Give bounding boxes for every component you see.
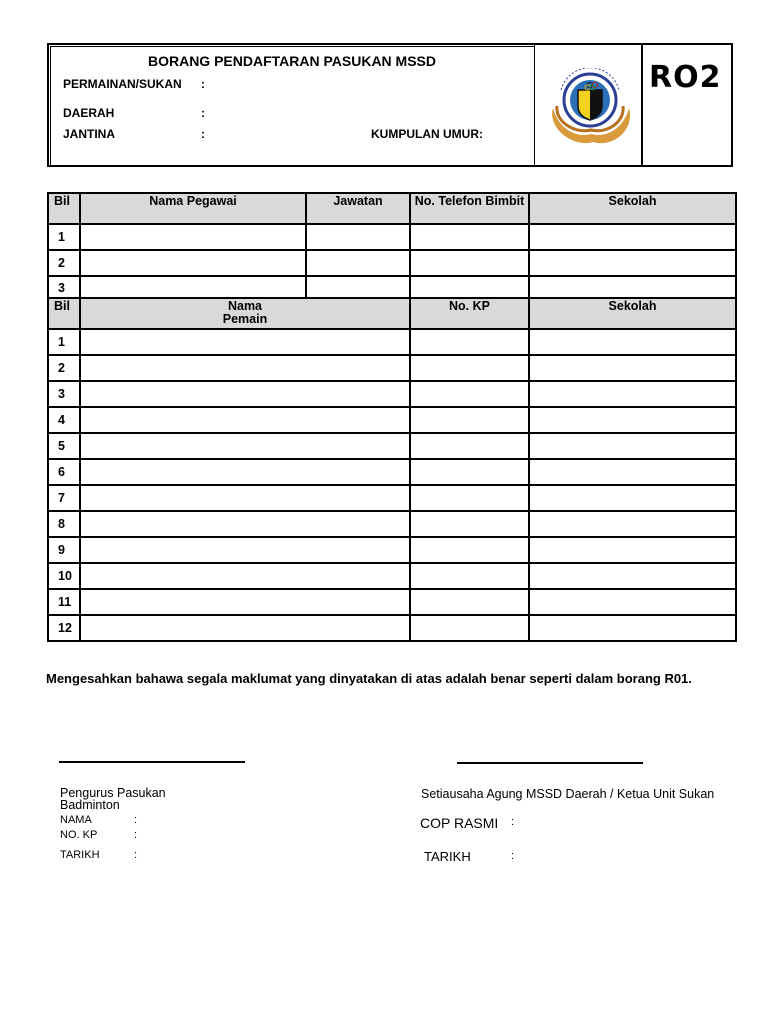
sekolah-cell[interactable] — [529, 329, 736, 355]
sekolah-cell[interactable] — [529, 381, 736, 407]
no-kp-cell[interactable] — [410, 537, 529, 563]
label-permainan: PERMAINAN/SUKAN — [63, 77, 182, 91]
table-row — [48, 224, 736, 250]
table-row — [48, 381, 736, 407]
form-code: RO2 — [649, 60, 722, 95]
role-line-1: Pengurus Pasukan — [60, 786, 166, 800]
row-number: 8 — [48, 511, 80, 537]
row-number: 2 — [48, 355, 80, 381]
header-sekolah: Sekolah — [529, 193, 736, 224]
nama-pemain-cell[interactable] — [80, 485, 410, 511]
nama-pemain-cell[interactable] — [80, 355, 410, 381]
colon: : — [134, 814, 138, 826]
mssd-logo — [545, 68, 635, 148]
sekolah-cell[interactable] — [529, 589, 736, 615]
no-kp-cell[interactable] — [410, 511, 529, 537]
header-jawatan: Jawatan — [306, 193, 410, 224]
label-kumpulan-umur: KUMPULAN UMUR: — [371, 127, 483, 141]
no-kp-cell[interactable] — [410, 563, 529, 589]
sekolah-cell[interactable] — [529, 407, 736, 433]
colon: : — [511, 850, 515, 862]
header-nama-pegawai: Nama Pegawai — [80, 193, 306, 224]
nama-pegawai-cell[interactable] — [80, 224, 306, 250]
role-setiausaha: Setiausaha Agung MSSD Daerah / Ketua Unit Sukan — [421, 787, 715, 801]
row-number: 2 — [48, 250, 80, 276]
no-kp-cell[interactable] — [410, 589, 529, 615]
signature-line-right[interactable] — [457, 762, 643, 764]
signature-line-left[interactable] — [59, 761, 245, 763]
colon: : — [201, 77, 205, 91]
sekolah-cell[interactable] — [529, 485, 736, 511]
no-kp-cell[interactable] — [410, 355, 529, 381]
players-header-row — [48, 298, 736, 329]
nama-pemain-cell[interactable] — [80, 615, 410, 641]
colon: : — [134, 849, 138, 861]
no-kp-cell[interactable] — [410, 329, 529, 355]
no-kp-cell[interactable] — [410, 381, 529, 407]
row-number: 12 — [48, 615, 80, 641]
no-kp-cell[interactable] — [410, 485, 529, 511]
no-telefon-cell[interactable] — [410, 250, 529, 276]
colon: : — [511, 816, 515, 828]
row-number: 5 — [48, 433, 80, 459]
row-number: 9 — [48, 537, 80, 563]
row-number: 1 — [48, 329, 80, 355]
role-line-2: Badminton — [60, 798, 120, 812]
officials-table — [47, 192, 737, 301]
jawatan-cell[interactable] — [306, 224, 410, 250]
label-tarikh-right: TARIKH — [424, 849, 471, 864]
sekolah-cell[interactable] — [529, 459, 736, 485]
header-no-telefon: No. Telefon Bimbit — [410, 193, 529, 224]
table-row — [48, 433, 736, 459]
permainan-field[interactable] — [215, 76, 515, 92]
sekolah-cell[interactable] — [529, 563, 736, 589]
table-row — [48, 511, 736, 537]
table-row — [48, 355, 736, 381]
nama-pemain-cell[interactable] — [80, 459, 410, 485]
header-bil: Bil — [48, 193, 80, 224]
row-number: 7 — [48, 485, 80, 511]
table-row — [48, 329, 736, 355]
row-number: 1 — [48, 224, 80, 250]
colon: : — [201, 106, 205, 120]
table-row — [48, 250, 736, 276]
sekolah-cell[interactable] — [529, 355, 736, 381]
nama-pemain-cell[interactable] — [80, 511, 410, 537]
header-no-kp: No. KP — [410, 298, 529, 329]
label-cop-rasmi: COP RASMI — [420, 815, 499, 831]
label-tarikh: TARIKH — [60, 849, 100, 861]
officials-header-row — [48, 193, 736, 224]
no-kp-cell[interactable] — [410, 433, 529, 459]
table-row — [48, 537, 736, 563]
table-row — [48, 589, 736, 615]
nama-pegawai-cell[interactable] — [80, 250, 306, 276]
no-kp-cell[interactable] — [410, 615, 529, 641]
row-number: 6 — [48, 459, 80, 485]
label-jantina: JANTINA — [63, 127, 116, 141]
table-row — [48, 615, 736, 641]
row-number: 11 — [48, 589, 80, 615]
form-title: BORANG PENDAFTARAN PASUKAN MSSD — [147, 53, 437, 69]
nama-pemain-cell[interactable] — [80, 563, 410, 589]
role-pengurus — [60, 787, 166, 811]
table-row — [48, 407, 736, 433]
nama-pemain-cell[interactable] — [80, 433, 410, 459]
sekolah-cell[interactable] — [529, 224, 736, 250]
sekolah-cell[interactable] — [529, 250, 736, 276]
nama-pemain-cell[interactable] — [80, 589, 410, 615]
row-number: 10 — [48, 563, 80, 589]
table-row — [48, 459, 736, 485]
players-table — [47, 297, 737, 642]
label-no-kp: NO. KP — [60, 829, 98, 841]
no-kp-cell[interactable] — [410, 459, 529, 485]
header-bil: Bil — [48, 298, 80, 329]
jantina-field[interactable] — [215, 125, 355, 141]
nama-pemain-cell[interactable] — [80, 329, 410, 355]
label-nama: NAMA — [60, 814, 92, 826]
declaration-text: Mengesahkan bahawa segala maklumat yang dinyatakan di atas adalah benar seperti dalam borang R01. — [46, 671, 692, 686]
table-row — [48, 563, 736, 589]
daerah-field[interactable] — [215, 104, 515, 120]
jawatan-cell[interactable] — [306, 250, 410, 276]
row-number: 3 — [48, 381, 80, 407]
colon: : — [201, 127, 205, 141]
sekolah-cell[interactable] — [529, 511, 736, 537]
label-daerah: DAERAH — [63, 106, 115, 120]
colon: : — [134, 829, 138, 841]
row-number: 4 — [48, 407, 80, 433]
sekolah-cell[interactable] — [529, 615, 736, 641]
nama-pemain-cell[interactable] — [80, 537, 410, 563]
sekolah-cell[interactable] — [529, 433, 736, 459]
nama-pemain-cell[interactable] — [80, 407, 410, 433]
sekolah-cell[interactable] — [529, 537, 736, 563]
nama-pemain-cell[interactable] — [80, 381, 410, 407]
row-number: 3 — [48, 276, 80, 300]
no-telefon-cell[interactable] — [410, 224, 529, 250]
header-sekolah: Sekolah — [529, 298, 736, 329]
table-row — [48, 485, 736, 511]
kumpulan-umur-field[interactable] — [495, 125, 530, 141]
header-nama-pemain: Nama Pemain — [80, 298, 410, 329]
no-kp-cell[interactable] — [410, 407, 529, 433]
